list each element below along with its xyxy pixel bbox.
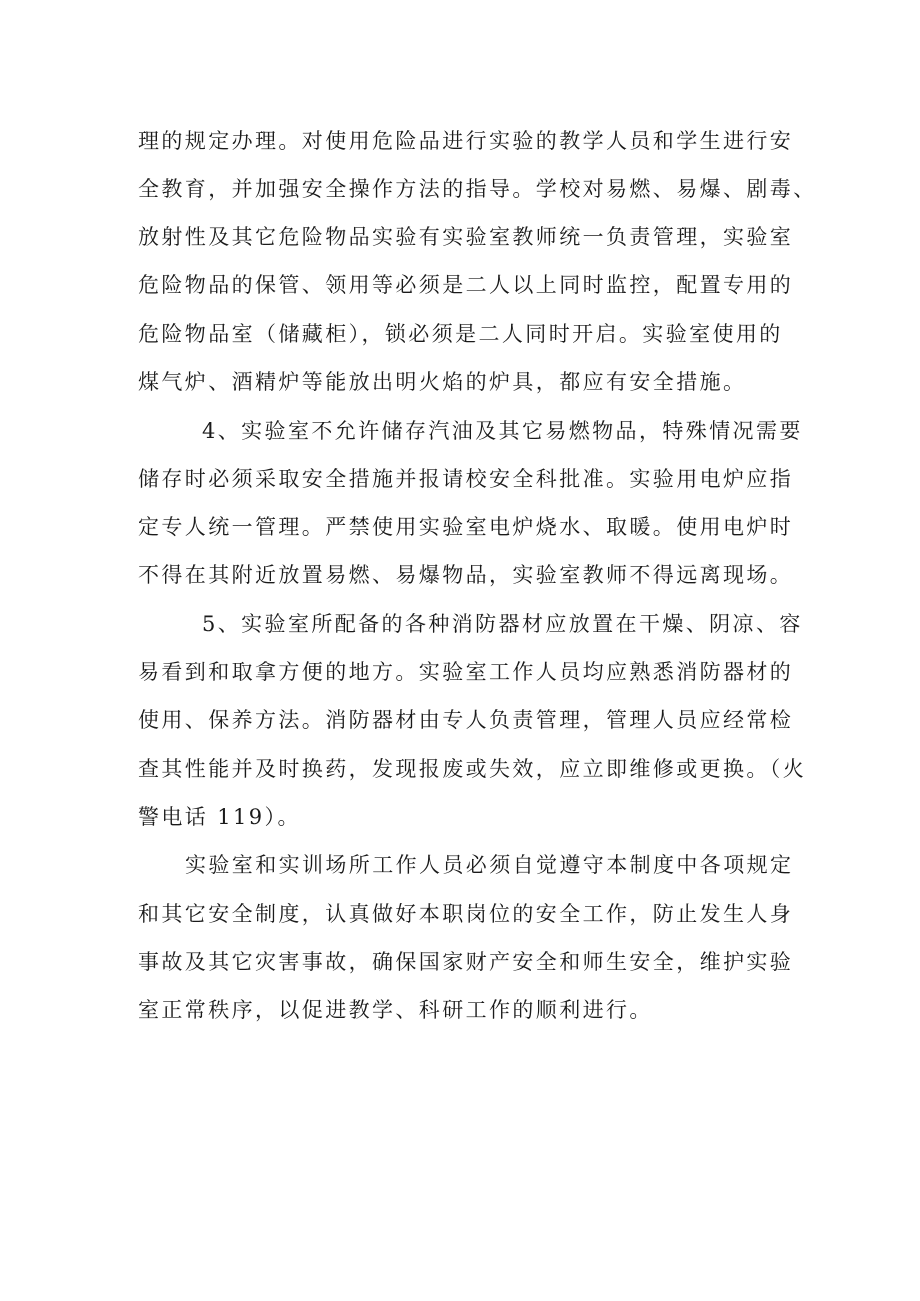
text-line: 不得在其附近放置易燃、易爆物品，实验室教师不得远离现场。: [138, 563, 794, 587]
text-line: 危险物品的保管、领用等必须是二人以上同时监控，配置专用的: [138, 273, 794, 297]
text-line: 警电话 119）。: [138, 805, 301, 829]
text-line: 4、实验室不允许储存汽油及其它易燃物品，特殊情况需要: [202, 419, 803, 443]
text-line: 定专人统一管理。严禁使用实验室电炉烧水、取暖。使用电炉时: [138, 515, 794, 539]
text-line: 事故及其它灾害事故，确保国家财产安全和师生安全，维护实验: [138, 950, 794, 974]
text-line: 和其它安全制度，认真做好本职岗位的安全工作，防止发生人身: [138, 902, 794, 926]
text-line: 危险物品室（储藏柜），锁必须是二人同时开启。实验室使用的: [138, 322, 783, 346]
text-line: 室正常秩序，以促进教学、科研工作的顺利进行。: [138, 998, 653, 1022]
text-line: 煤气炉、酒精炉等能放出明火焰的炉具，都应有安全措施。: [138, 370, 747, 394]
text-line: 储存时必须采取安全措施并报请校安全科批准。实验用电炉应指: [138, 467, 794, 491]
text-line: 5、实验室所配备的各种消防器材应放置在干燥、阴凉、容: [202, 612, 803, 636]
text-line: 易看到和取拿方便的地方。实验室工作人员均应熟悉消防器材的: [138, 660, 794, 684]
text-line: 使用、保养方法。消防器材由专人负责管理，管理人员应经常检: [138, 708, 794, 732]
text-line: 理的规定办理。对使用危险品进行实验的教学人员和学生进行安: [138, 129, 794, 153]
text-line: 全教育，并加强安全操作方法的指导。学校对易燃、易爆、剧毒、: [138, 177, 817, 201]
text-line: 实验室和实训场所工作人员必须自觉遵守本制度中各项规定: [185, 853, 794, 877]
text-line: 查其性能并及时换药，发现报废或失效，应立即维修或更换。（火: [138, 757, 807, 781]
text-line: 放射性及其它危险物品实验有实验室教师统一负责管理，实验室: [138, 225, 794, 249]
